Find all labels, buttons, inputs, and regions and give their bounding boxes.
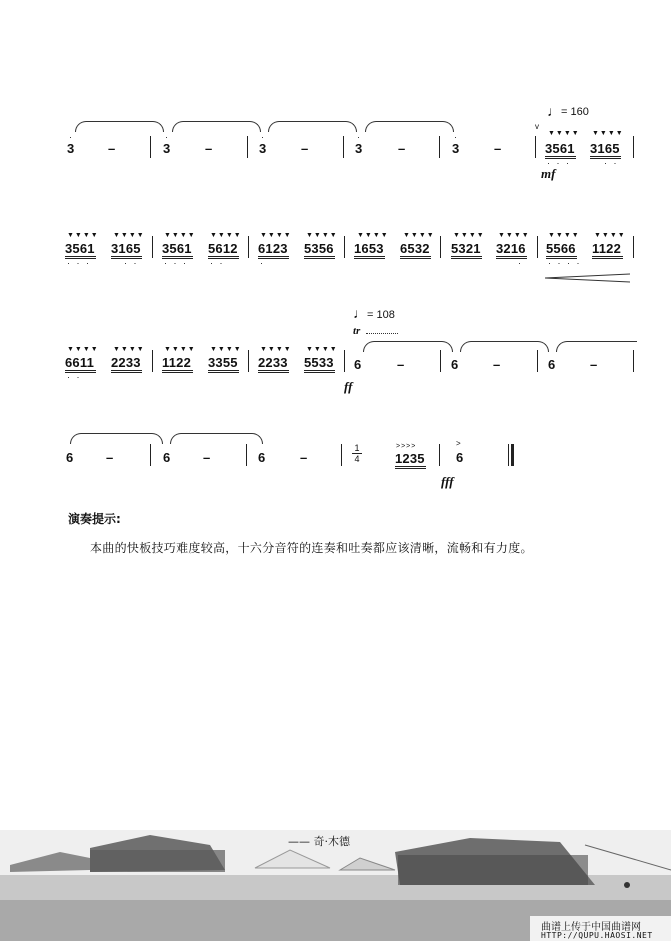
sixteenth-group: 2233: [111, 355, 141, 370]
dash: –: [203, 450, 211, 465]
tempo-note-icon: ♩: [353, 305, 367, 321]
tie: [172, 121, 261, 132]
barline: [150, 136, 151, 158]
sixteenth-group: 1122: [592, 241, 622, 256]
barline: [344, 236, 345, 258]
barline: [439, 444, 440, 466]
watermark-text: 曲谱上传于中国曲谱网: [541, 922, 641, 933]
sixteenth-group: 3216: [496, 241, 526, 256]
watermark-url: HTTP://QUPU.HAOSI.NET: [541, 931, 653, 940]
sixteenth-group: 3165: [111, 241, 141, 256]
sixteenth-group: 1122: [162, 355, 192, 370]
barline: [343, 136, 344, 158]
barline: [248, 236, 249, 258]
tempo-note-icon: ♩: [547, 103, 561, 119]
tie: [268, 121, 357, 132]
barline: [341, 444, 342, 466]
note: 3: [259, 141, 267, 156]
barline: [440, 236, 441, 258]
dash: –: [300, 450, 308, 465]
crescendo-hairpin: [545, 270, 630, 280]
sixteenth-group: 2233: [258, 355, 288, 370]
dash: –: [301, 141, 309, 156]
barline: [248, 350, 249, 372]
final-barline: [508, 444, 509, 466]
barline: [439, 136, 440, 158]
dash: –: [397, 357, 405, 372]
dash: –: [108, 141, 116, 156]
trill-mark: tr: [353, 325, 361, 337]
barline: [633, 136, 634, 158]
breath-mark-icon: v: [535, 122, 539, 131]
sixteenth-group: 3355: [208, 355, 238, 370]
tie: [70, 433, 163, 444]
note: 6: [66, 450, 74, 465]
tie: [75, 121, 164, 132]
barline: [535, 136, 536, 158]
performance-hint-text: 本曲的快板技巧难度较高，十六分音符的连奏和吐奏都应该清晰，流畅和有力度。: [90, 541, 533, 555]
dash: –: [398, 141, 406, 156]
dynamic-mf: mf: [541, 166, 556, 181]
footer-title: —— 奇·木德: [288, 835, 350, 848]
accent-mark: >: [456, 439, 461, 448]
sixteenth-group: 3561: [65, 241, 95, 256]
time-signature-bottom: 4: [354, 454, 360, 464]
tie: [460, 341, 549, 352]
barline: [247, 136, 248, 158]
note: 6: [163, 450, 171, 465]
barline: [246, 444, 247, 466]
sixteenth-group: 3561: [545, 141, 575, 156]
note: 6: [548, 357, 556, 372]
note: 6: [456, 450, 464, 465]
sixteenth-group: 3165: [590, 141, 620, 156]
sixteenth-group: 1235: [395, 451, 425, 466]
sixteenth-group: 6123: [258, 241, 288, 256]
sixteenth-group: 3561: [162, 241, 192, 256]
performance-hint-title: 演奏提示:: [68, 512, 121, 526]
dynamic-fff: fff: [441, 474, 454, 489]
barline: [440, 350, 441, 372]
final-barline: [511, 444, 514, 466]
tie: [365, 121, 454, 132]
note: 6: [451, 357, 459, 372]
sixteenth-group: 1653: [354, 241, 384, 256]
barline: [344, 350, 345, 372]
sixteenth-group: 6532: [400, 241, 430, 256]
sixteenth-group: 5356: [304, 241, 334, 256]
dash: –: [590, 357, 598, 372]
dash: –: [494, 141, 502, 156]
dash: –: [205, 141, 213, 156]
barline: [633, 236, 634, 258]
sixteenth-group: 5321: [451, 241, 481, 256]
time-signature: [352, 443, 362, 464]
footer-banner: [0, 830, 671, 941]
note: 3: [355, 141, 363, 156]
barline: [152, 350, 153, 372]
tempo-marking: = 108: [367, 309, 395, 321]
sixteenth-group: 6611: [65, 355, 95, 370]
barline: [537, 350, 538, 372]
note: 6: [258, 450, 266, 465]
sixteenth-group: 5533: [304, 355, 334, 370]
note: 3: [67, 141, 75, 156]
time-signature-top: 1: [354, 443, 360, 453]
barline: [152, 236, 153, 258]
barline: [633, 350, 634, 372]
barline: [150, 444, 151, 466]
dynamic-ff: ff: [344, 379, 353, 394]
tie: [170, 433, 263, 444]
sixteenth-group: 5612: [208, 241, 238, 256]
tempo-marking: = 160: [561, 106, 589, 118]
dash: –: [106, 450, 114, 465]
dash: –: [493, 357, 501, 372]
barline: [537, 236, 538, 258]
note: 6: [354, 357, 362, 372]
sixteenth-group: 5566: [546, 241, 576, 256]
note: 3: [163, 141, 171, 156]
tie: [556, 341, 637, 352]
note: 3: [452, 141, 460, 156]
